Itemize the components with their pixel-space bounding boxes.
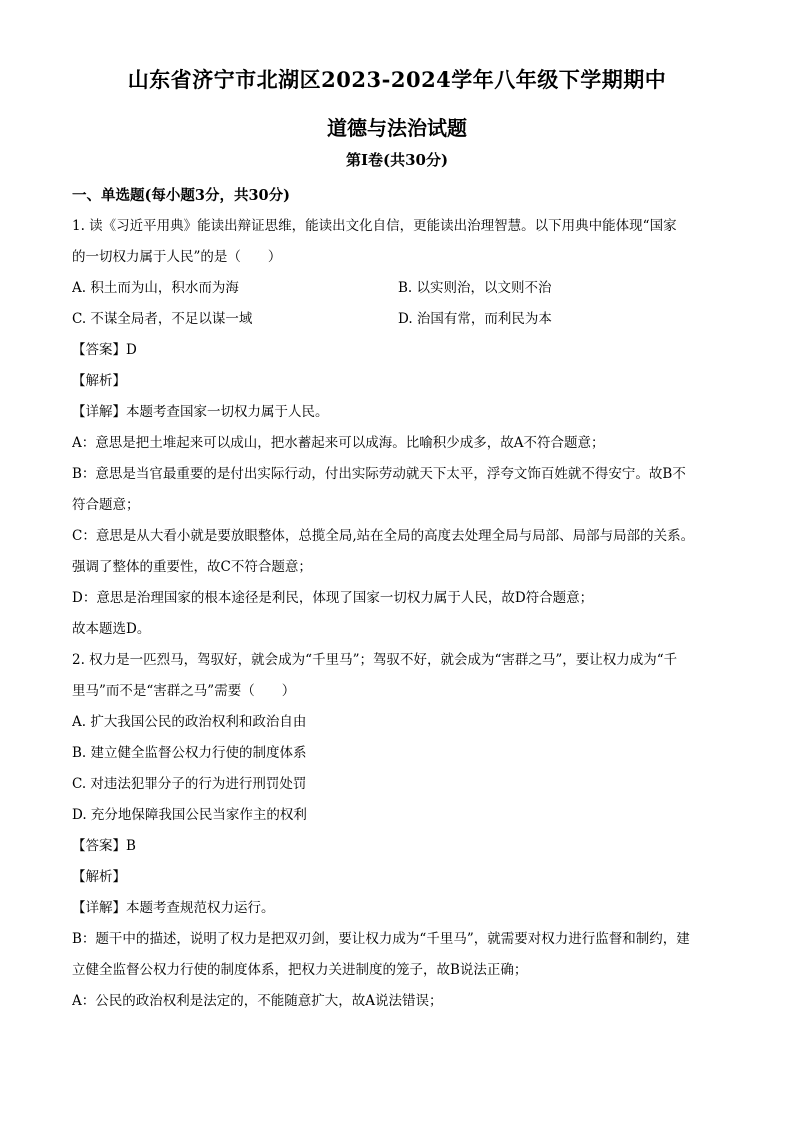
analysis-label: 【解析】 <box>72 373 126 389</box>
option-row <box>72 273 724 304</box>
question-stem: 里马”而不是“害群之马”需要（ ） <box>72 683 296 699</box>
explanation-a: A：意思是把土堆起来可以成山，把水蓄起来可以成海。比喻积少成多，故A不符合题意； <box>72 435 605 451</box>
option-b: B. 建立健全监督公权力行使的制度体系 <box>72 745 307 761</box>
option-row <box>72 304 724 335</box>
detail-text: 【详解】本题考查国家一切权力属于人民。 <box>72 404 329 420</box>
explanation-c: C：意思是从大看小就是要放眼整体，总揽全局,站在全局的高度去处理全局与局部、局部与局部的关系。 <box>72 528 695 544</box>
option-c: C. 对违法犯罪分子的行为进行刑罚处罚 <box>72 776 307 792</box>
analysis-label: 【解析】 <box>72 869 126 885</box>
answer-label: 【答案】D <box>72 342 137 358</box>
question-1 <box>72 211 724 645</box>
option-d: D. 治国有常，而利民为本 <box>398 311 552 327</box>
answer-label: 【答案】B <box>72 838 136 854</box>
explanation-b: 符合题意； <box>72 497 140 513</box>
explanation-b: B：意思是当官最重要的是付出实际行动，付出实际劳动就天下太平，浮夸文饰百姓就不得安宁。故B不 <box>72 466 686 482</box>
explanation-b: B：题干中的描述，说明了权力是把双刃剑，要让权力成为“千里马”，就需要对权力进行监督和制约，建 <box>72 931 690 947</box>
explanation-b: 立健全监督公权力行使的制度体系，把权力关进制度的笼子，故B说法正确； <box>72 962 528 978</box>
option-a: A. 扩大我国公民的政治权利和政治自由 <box>72 714 307 730</box>
question-2 <box>72 645 724 1017</box>
option-c: C. 不谋全局者，不足以谋一域 <box>72 311 253 327</box>
question-stem: 2. 权力是一匹烈马，驾驭好，就会成为“千里马”；驾驭不好，就会成为“害群之马”，要让权力成为“千 <box>72 652 678 668</box>
explanation-d: D：意思是治理国家的根本途径是利民，体现了国家一切权力属于人民，故D符合题意； <box>72 590 594 606</box>
question-stem: 1. 读《习近平用典》能读出辩证思维，能读出文化自信，更能读出治理智慧。以下用典中能体现“国家 <box>72 218 677 234</box>
document-body <box>72 180 724 1017</box>
option-d: D. 充分地保障我国公民当家作主的权利 <box>72 807 307 823</box>
question-stem: 的一切权力属于人民”的是（ ） <box>72 249 282 265</box>
volume-heading: 第Ⅰ卷(共30分) <box>345 151 449 169</box>
document-title: 山东省济宁市北湖区2023-2024学年八年级下学期期中 <box>127 67 667 92</box>
explanation-a: A：公民的政治权利是法定的，不能随意扩大，故A说法错误； <box>72 993 443 1009</box>
option-b: B. 以实则治，以文则不治 <box>398 280 552 296</box>
explanation-c: 强调了整体的重要性，故C不符合题意； <box>72 559 312 575</box>
document-subtitle: 道德与法治试题 <box>327 116 467 140</box>
option-a: A. 积土而为山，积水而为海 <box>72 280 239 296</box>
detail-text: 【详解】本题考查规范权力运行。 <box>72 900 275 916</box>
conclusion-text: 故本题选D。 <box>72 621 151 637</box>
section-heading: 一、单选题(每小题3分，共30分) <box>72 187 290 204</box>
